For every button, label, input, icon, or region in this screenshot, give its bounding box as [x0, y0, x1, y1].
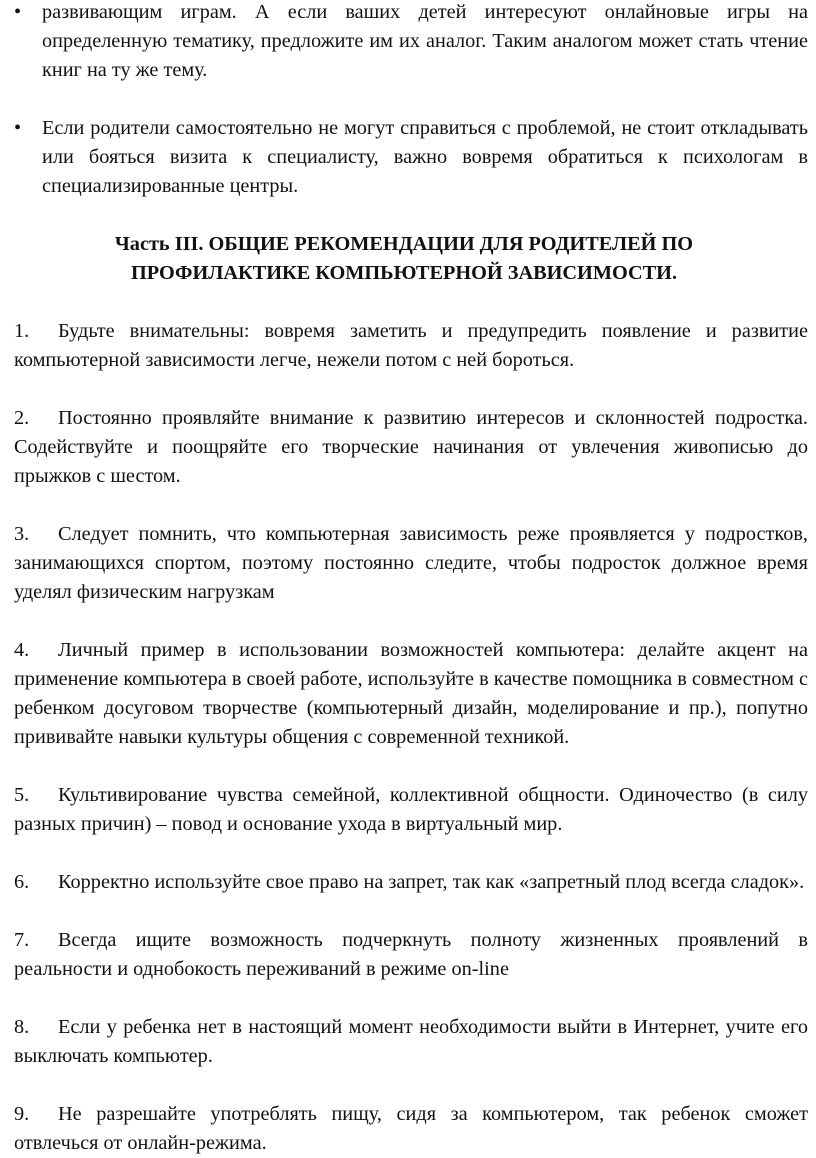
list-item [14, 868, 808, 897]
item-text: Если у ребенка нет в настоящий момент необходимости выйти в Интернет, учите его выключать компьютер. [14, 1016, 808, 1067]
list-item [14, 1100, 808, 1158]
list-item [14, 520, 808, 607]
item-text: Корректно используйте свое право на запрет, так как «запретный плод всегда сладок». [58, 871, 805, 893]
bullet-item [14, 0, 808, 85]
item-text: Всегда ищите возможность подчеркнуть полноту жизненных проявлений в реальности и однобокость переживаний в режиме on-line [14, 929, 808, 980]
item-number: 8. [14, 1016, 30, 1038]
item-text: Не разрешайте употреблять пищу, сидя за компьютером, так ребенок сможет отвлечься от онлайн-режима. [14, 1103, 808, 1154]
item-number: 7. [14, 929, 30, 951]
bullet-list [14, 0, 808, 201]
item-number: 4. [14, 639, 30, 661]
section-heading [14, 230, 808, 288]
bullet-item [14, 114, 808, 201]
item-text: Постоянно проявляйте внимание к развитию интересов и склонностей подростка. Содействуйте и поощряйте его творческие начинания от увлечения живописью до прыжков с шестом. [14, 407, 808, 487]
item-number: 2. [14, 407, 30, 429]
item-number: 9. [14, 1103, 30, 1125]
list-item [14, 636, 808, 752]
list-item [14, 1013, 808, 1071]
item-text: Следует помнить, что компьютерная зависимость реже проявляется у подростков, занимающихся спортом, поэтому постоянно следите, чтобы подросток должное время уделял физическим нагрузкам [14, 523, 808, 603]
item-number: 3. [14, 523, 30, 545]
item-text: Культивирование чувства семейной, коллективной общности. Одиночество (в силу разных причин) – повод и основание ухода в виртуальный мир. [14, 784, 808, 835]
list-item [14, 317, 808, 375]
item-number: 1. [14, 320, 30, 342]
bullet-text: Если родители самостоятельно не могут справиться с проблемой, не стоит откладывать или бояться визита к специалисту, важно вовремя обратиться к психологам в специализированные центры. [42, 117, 808, 197]
list-item [14, 404, 808, 491]
bullet-icon: • [14, 1, 22, 23]
section-heading-line2: ПРОФИЛАКТИКЕ КОМПЬЮТЕРНОЙ ЗАВИСИМОСТИ. [130, 262, 678, 284]
bullet-icon: • [14, 117, 22, 139]
item-number: 5. [14, 784, 30, 806]
list-item [14, 781, 808, 839]
section-heading-line1: Часть III. ОБЩИЕ РЕКОМЕНДАЦИИ ДЛЯ РОДИТЕЛЕЙ ПО [114, 233, 694, 255]
list-item [14, 926, 808, 984]
item-text: Будьте внимательны: вовремя заметить и предупредить появление и развитие компьютерной зависимости легче, нежели потом с ней бороться. [14, 320, 808, 371]
item-text: Личный пример в использовании возможностей компьютера: делайте акцент на применение компьютера в своей работе, используйте в качестве помощника в совместном с ребенком досуговом творчестве (компьютерный дизайн, моделирование и пр.), попутно прививайте навыки культуры общения с современной техникой. [14, 639, 808, 748]
item-number: 6. [14, 871, 30, 893]
bullet-text: развивающим играм. А если ваших детей интересуют онлайновые игры на определенную тематику, предложите им их аналог. Таким аналогом может стать чтение книг на ту же тему. [42, 1, 808, 81]
recommendations-list [14, 317, 808, 1158]
